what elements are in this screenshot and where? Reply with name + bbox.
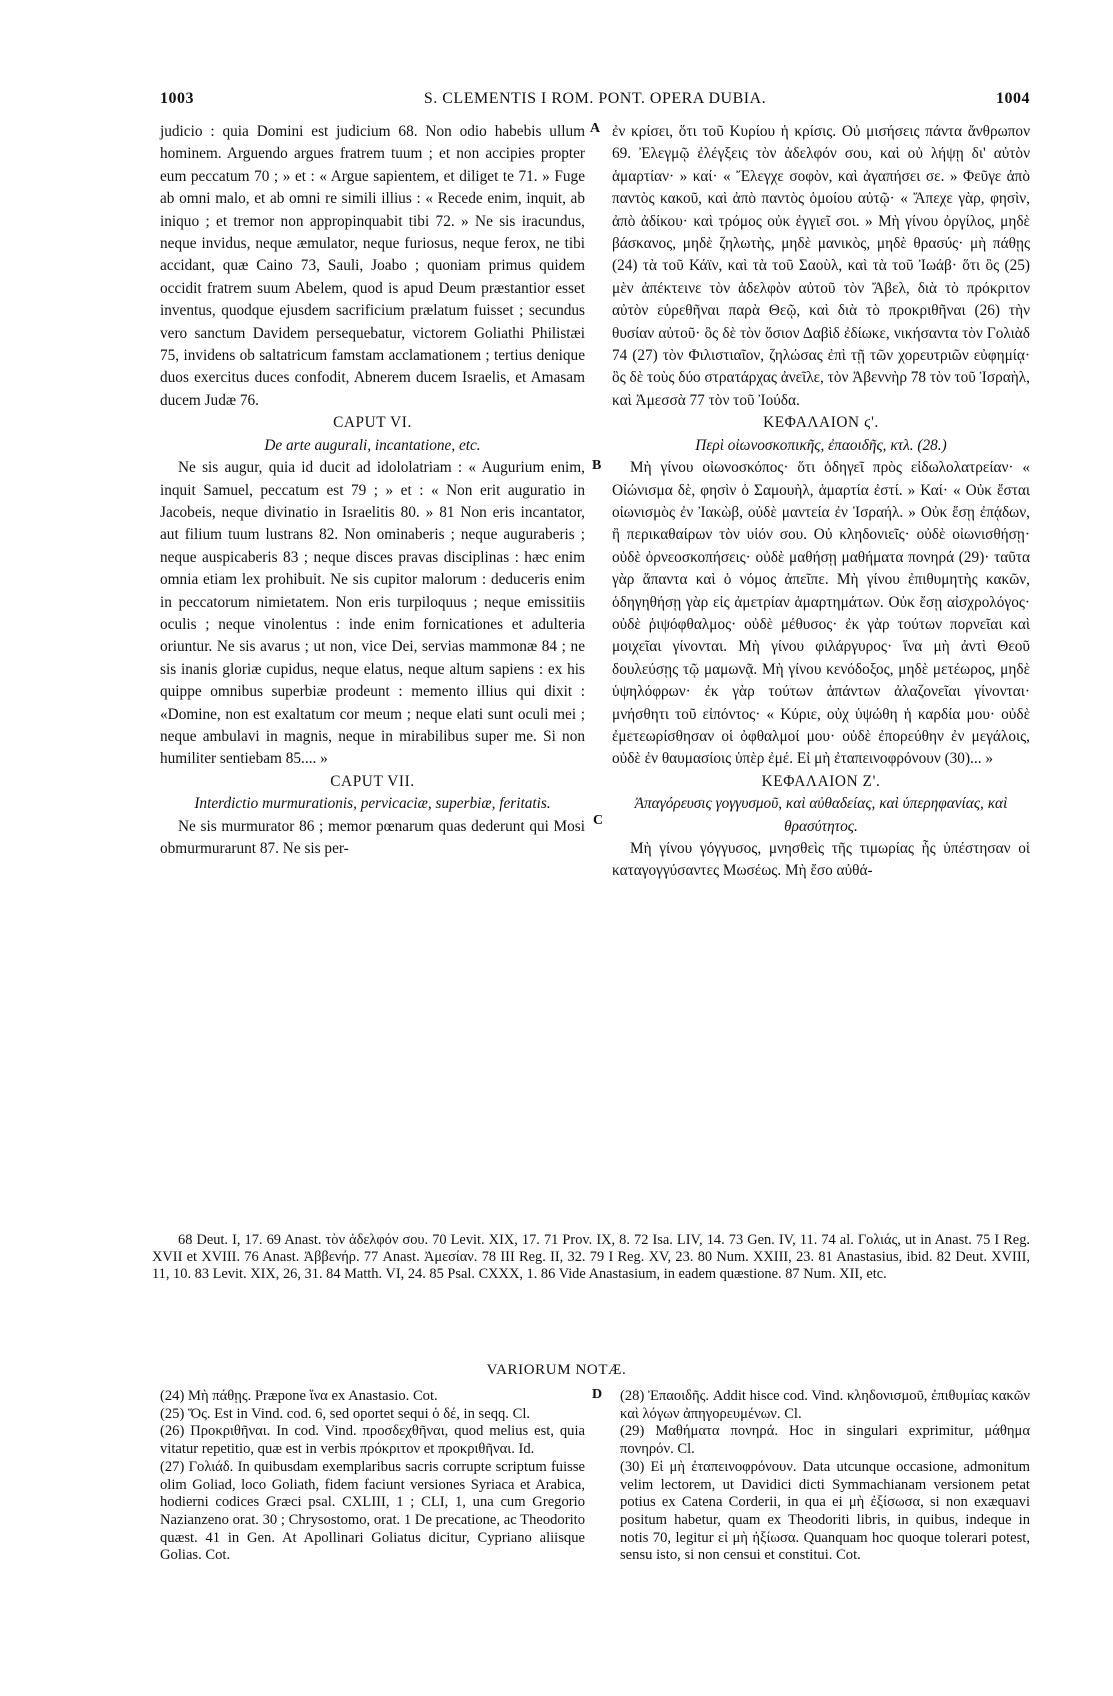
column-marker-b: B — [592, 458, 602, 473]
column-marker-d: D — [592, 1387, 603, 1402]
latin-caput-7-subtitle: Interdictio murmurationis, pervicaciæ, superbiæ, feritatis. — [194, 795, 551, 813]
variorum-note: (29) Μαθήματα πονηρά. Hoc in singulari exprimitur, μάθημα πονηρόν. Cl. — [620, 1423, 1030, 1458]
variorum-notes-title: VARIORUM NOTÆ. — [486, 1362, 627, 1378]
variorum-note: (26) Προκριθῆναι. In cod. Vind. προσδεχθῆναι, quod melius est, quia vitatur repetitio, quæ est in verbis πρόκριτον et προκριθῆναι. Id. — [160, 1423, 585, 1458]
latin-paragraph-2: Ne sis augur, quia id ducit ad idololatriam : « Augurium enim, inquit Samuel, peccatum est 79 ; » et : « Non erit auguratio in Jacobeis, neque divinatio in Israelitis 80. » 81 Non eris incantator, aut filium tuum lustrans 82. Non ominaberis ; neque augurаberis ; neque auspicaberis 83 ; neque disces pravas disciplinas : hæc enim omnia etiam lex prohibuit. Ne sis cupitor malorum : deduceris enim in peccatorum nimietatem. Non eris turpiloquus ; neque emissitiis oculis ; neque vinolentus : inde enim fornicationes et adulteria oriuntur. Ne sis avarus ; ut non, vice Dei, servias mammonæ 84 ; ne sis inanis gloriæ cupidus, neque elatus, neque altum sapiens : ex his quippe omnibus superbiæ prodeunt : memento illius qui dixit : «Domine, non est exaltatum cor meum ; neque elati sunt oculi mei ; neque ambulavi in magnis, neque in mirabilibus super me. Si non humiliter sentiebam 85.... » — [160, 459, 585, 768]
greek-column — [612, 121, 1030, 883]
variorum-note: (28) Ἐπαοιδῆς. Addit hisce cod. Vind. κληδονισμοῦ, ἐπιθυμίας κακῶν καὶ λόγων ἀπηγορευμένων. Cl. — [620, 1388, 1030, 1422]
variorum-note: (25) Ὅς. Est in Vind. cod. 6, sed oportet sequi ὁ δέ, in seqq. Cl. — [160, 1405, 531, 1422]
column-marker-a: A — [590, 121, 601, 136]
footnotes — [152, 1232, 1030, 1283]
greek-paragraph-1: ἐν κρίσει, ὅτι τοῦ Κυρίου ἡ κρίσις. Οὐ μισήσεις πάντα ἄνθρωπον 69. Ἐλεγμῷ ἐλέγξεις τὸν ἀδελφόν σου, καὶ οὐ λήψῃ δι' αὐτὸν ἁμαρτίαν· » καί· « Ἔλεγχε σοφὸν, καὶ ἀγαπήσει σε. » Φεῦγε ἀπὸ παντὸς κακοῦ, καὶ ἀπὸ παντὸς ὁμοίου αὐτῷ· « Ἄπεχε γὰρ, φησὶν, ἀπὸ ἀδίκου· καὶ τρόμος οὐκ ἐγγιεῖ σοι. » Μὴ γίνου ὀργίλος, μηδὲ βάσκανος, μηδὲ ζηλωτὴς, μηδὲ μανικὸς, μηδὲ θρασύς· μὴ πάθῃς (24) τὰ τοῦ Κάϊν, καὶ τὰ τοῦ Σαοὺλ, καὶ τὰ τοῦ Ἰωάβ· ὅτι ὃς (25) μὲν ἀπέκτεινε τὸν ἀδελφὸν αὐτοῦ τὸν Ἄβελ, διὰ τὸ πρόκριτον αὐτὸν εὑρεθῆναι παρὰ Θεῷ, καὶ διὰ τὸ προκριθῆναι (26) τὴν θυσίαν αὐτοῦ· ὃς δὲ τὸν ὅσιον Δαβὶδ ἐδίωκε, νικήσαντα τὸν Γολιὰδ 74 (27) τὸν Φιλιστιαῖον, ζηλώσας ἐπὶ τῇ τῶν χορευτριῶν εὐφημίᾳ· ὃς δὲ τοὺς δύο στρατάρχας ἀνεῖλε, τὸν Ἀβεννὴρ 78 τὸν τοῦ Ἰσραὴλ, καὶ Ἀμεσσὰ 77 τὸν τοῦ Ἰούδα. — [612, 123, 1030, 409]
latin-column — [160, 121, 585, 860]
latin-paragraph-3: Ne sis murmurator 86 ; memor pœnarum quas dederunt qui Mosi obmurmurarunt 87. Ne sis per- — [160, 817, 585, 857]
greek-kefalaion-7-subtitle: Ἀπαγόρευσις γογγυσμοῦ, καὶ αὐθαδείας, καὶ ὑπερηφανίας, καὶ θρασύτητος. — [634, 795, 1008, 835]
greek-paragraph-3: Μὴ γίνου γόγγυσος, μνησθεὶς τῆς τιμωρίας ἧς ὑπέστησαν οἱ καταγογγύσαντες Μωσέως. Μὴ ἔσο αὐθά- — [612, 840, 1030, 880]
running-header — [160, 90, 1030, 112]
variorum-notes-left — [160, 1388, 585, 1565]
latin-caput-6-heading: CAPUT VI. — [333, 414, 412, 432]
footnotes-text: 68 Deut. I, 17. 69 Anast. τὸν ἀδελφόν σου. 70 Levit. XIX, 17. 71 Prov. IX, 8. 72 Isa. LIV, 14. 73 Gen. IV, 11. 74 al. Γολιάς, ut in Anast. 75 I Reg. XVII et XVIII. 76 Anast. Ἀββενήρ. 77 Anast. Ἀμεσίαν. 78 III Reg. II, 32. 79 I Reg. XV, 23. 80 Num. XXIII, 23. 81 Anastasius, ibid. 82 Deut. XVIII, 11, 10. 83 Levit. XIX, 26, 31. 84 Matth. VI, 24. 85 Psal. CXXX, 1. 86 Vide Anastasium, in eadem quæstione. 87 Num. XII, etc. — [152, 1232, 1030, 1282]
greek-kefalaion-7-heading: ΚΕΦΑΛΑΙΟΝ Ζ'. — [761, 772, 881, 790]
running-title: S. CLEMENTIS I ROM. PONT. OPERA DUBIA. — [423, 90, 767, 107]
page-number-right: 1004 — [996, 90, 1030, 107]
page-number-left: 1003 — [160, 90, 194, 107]
variorum-note: (30) Εἰ μὴ ἐταπεινοφρόνουν. Data utcunque occasione, admonitum velim lectorem, ut Davidici dicti Symmachianam versionem petat potius ex Catena Corderii, in qua ei μὴ ἐξίσωσα, si non exæquavi positum habetur, quam ex Theodoriti libris, in quibus, indeque in notis 70, legitur εἰ μὴ ἠξίωσα. Quanquam hoc quoque tolerari potest, sensu isto, si non censui et constitui. Cot. — [620, 1458, 1030, 1564]
latin-caput-7-heading: CAPUT VII. — [330, 772, 415, 790]
column-marker-c: C — [593, 813, 604, 828]
greek-paragraph-2: Μὴ γίνου οἰωνοσκόπος· ὅτι ὁδηγεῖ πρὸς εἰδωλολατρείαν· « Οἰώνισμα δὲ, φησὶν ὁ Σαμουὴλ, ἁμαρτία ἐστί. » Καί· « Οὐκ ἔσται οἰωνισμὸς ἐν Ἰακὼβ, οὐδὲ μαντεία ἐν Ἰσραήλ. » Οὐκ ἔσῃ ἐπᾴδων, ἢ περικαθαίρων τὸν υἱόν σου. Οὐ κληδονιεῖς· οὐδὲ οἰωνισθήσῃ· οὐδὲ ὀρνεοσκοπήσεις· οὐδὲ μαθήσῃ μαθήματα πονηρά (29)· ταῦτα γὰρ ἅπαντα καὶ ὁ νόμος ἀπεῖπε. Μὴ γίνου ἐπιθυμητὴς κακῶν, ὁδηγηθήσῃ γὰρ εἰς ἀμετρίαν ἁμαρτημάτων. Οὐκ ἔσῃ αἰσχρολόγος· οὐδὲ ῥιψόφθαλμος· οὐδὲ μέθυσος· ἐκ γὰρ τούτων πορνεῖαι καὶ μοιχεῖαι γίνονται. Μὴ γίνου φιλάργυρος· ἵνα μὴ ἀντὶ Θεοῦ δουλεύσῃς τῷ μαμωνᾷ. Μὴ γίνου κενόδοξος, μηδὲ μετέωρος, μηδὲ ὑψηλόφρων· ἐκ γὰρ τούτων ἁπάντων ἀλαζονεῖαι γίνονται· μνήσθητι τοῦ εἰπόντος· « Κύριε, οὐχ ὑψώθη ἡ καρδία μου· οὐδὲ ἐμετεωρίσθησαν οἱ ὀφθαλμοί μου· οὐδὲ ἐπορεύθην ἐν μεγάλοις, οὐδὲ ἐν θαυμασίοις ὑπὲρ ἐμέ. Εἰ μὴ ἐταπεινοφρόνουν (30)... » — [612, 459, 1030, 768]
variorum-note: (24) Μὴ πάθῃς. Præpone ἵνα ex Anastasio. Cot. — [160, 1388, 438, 1404]
greek-kefalaion-6-subtitle: Περὶ οἰωνοσκοπικῆς, ἐπαοιδῆς, κτλ. (28.) — [695, 436, 947, 454]
variorum-notes-right — [620, 1388, 1030, 1565]
latin-caput-6-subtitle: De arte augurali, incantatione, etc. — [264, 436, 481, 454]
variorum-note: (27) Γολιάδ. In quibusdam exemplaribus sacris corrupte scriptum fuisse olim Goliad, loco Goliath, fidem faciunt versiones Syriaca et Arabica, hodierni codices Græci psal. CXLIII, 1 ; CLI, 1, una cum Gregorio Nazianzeno orat. 30 ; Chrysostomo, orat. 1 De precatione, ac Theodorito quæst. 41 in Gen. At Apollinari Goliatus dicitur, Cypriano aliisque Golias. Cot. — [160, 1458, 585, 1564]
greek-kefalaion-6-heading: ΚΕΦΑΛΑΙΟΝ ϛ'. — [763, 414, 879, 432]
latin-paragraph-1: judicio : quia Domini est judicium 68. Non odio habebis ullum hominem. Arguendo argues fratrem tuum ; et non accipies propter eum peccatum 70 ; » et : « Argue sapientem, et diliget te 71. » Fuge ab omni malo, et ab omni re simili illius : « Recede enim, inquit, ab iniquo ; et tremor non appropinquabit tibi 72. » Ne sis iracundus, neque invidus, neque æmulator, neque furiosus, neque ferox, ne tibi accidant, quæ Caino 73, Sauli, Joabo ; quoniam primus quidem occidit fratrem suum Abelem, quod is apud Deum præstantior esset inventus, quodque ejusdem sacrificium prælatum fuisset ; secundus vero sanctum Davidem persequebatur, victorem Goliathi Philistæi 75, invidens ob saltatricum famstam acclamationem ; tertius denique duos exercitus duces confodit, Abnerem ducem Israelis, et Amasam ducem Judæ 76. — [160, 123, 585, 409]
